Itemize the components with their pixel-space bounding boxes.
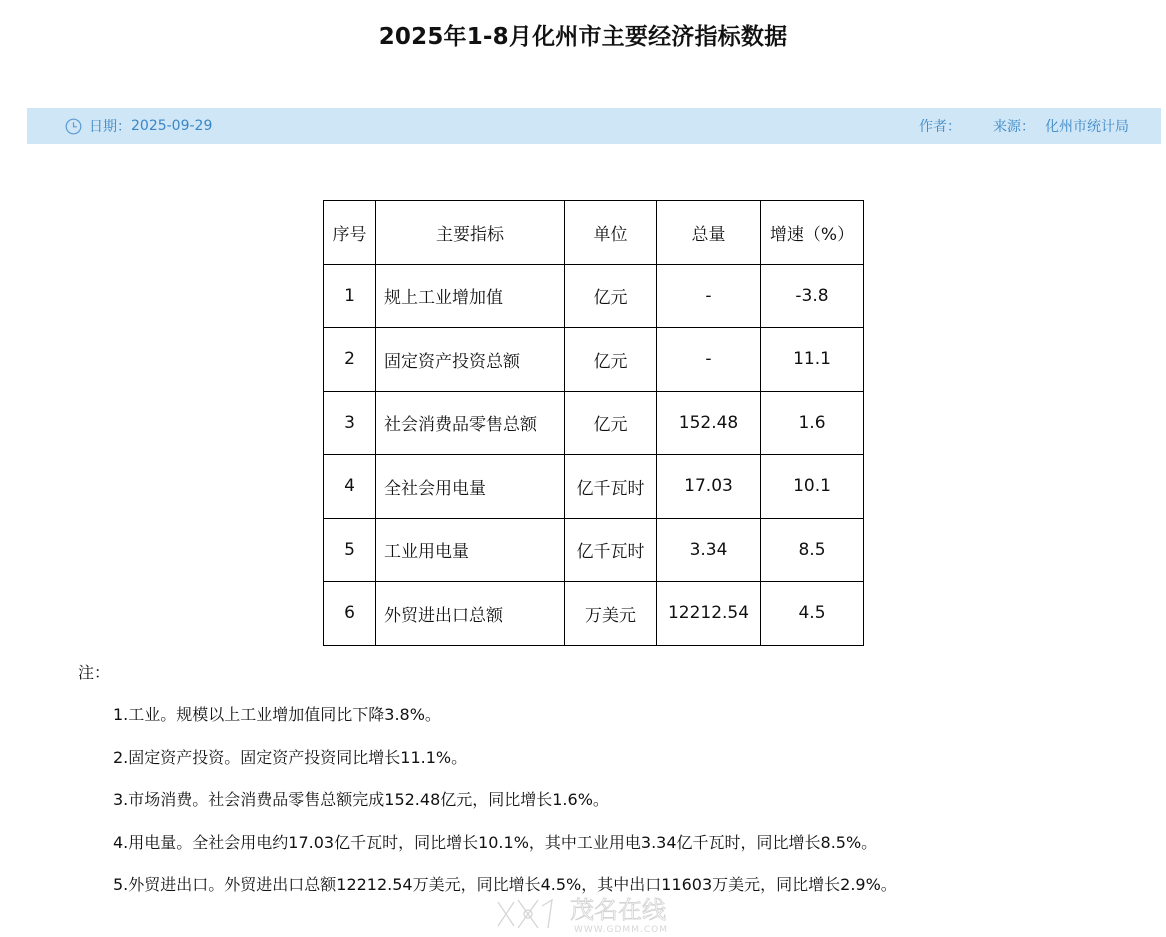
table-cell: 10.1 [761,455,864,519]
header-cell: 增速（%） [761,201,864,265]
table-cell: 1 [324,264,376,328]
table-cell: 亿千瓦时 [565,455,657,519]
date-value: 2025-09-29 [131,118,213,134]
table-cell: 6 [324,582,376,646]
site-watermark-logo [488,892,688,936]
note-line: 4.用电量。全社会用电约17.03亿千瓦时，同比增长10.1%，其中工业用电3.34亿千瓦时，同比增长8.5%。 [113,833,878,852]
note-line: 2.固定资产投资。固定资产投资同比增长11.1%。 [113,748,468,767]
header-cell: 序号 [324,201,376,265]
table-cell: 11.1 [761,328,864,392]
table-cell: 亿元 [565,391,657,455]
clock-icon [65,118,82,135]
author-label: 作者： [919,119,961,135]
table-cell: - [657,264,761,328]
notes-section [78,660,897,894]
source-value: 化州市统计局 [1045,119,1129,135]
meta-source [919,108,1129,144]
table-cell: 亿元 [565,328,657,392]
table-row [324,328,864,392]
note-line: 1.工业。规模以上工业增加值同比下降3.8%。 [113,705,441,724]
indicator-table [323,200,864,646]
table-row [324,391,864,455]
table-cell: 17.03 [657,455,761,519]
table-cell: 4 [324,455,376,519]
table-cell: 外贸进出口总额 [376,582,565,646]
table-row [324,264,864,328]
notes-heading: 注： [78,663,111,682]
note-line: 3.市场消费。社会消费品零售总额完成152.48亿元，同比增长1.6%。 [113,790,609,809]
table-cell: 8.5 [761,518,864,582]
table-row [324,582,864,646]
meta-date [65,108,212,144]
svg-text:WWW.GDMM.COM: WWW.GDMM.COM [574,925,668,935]
source-label: 来源： [993,119,1035,135]
table-cell: 社会消费品零售总额 [376,391,565,455]
table-cell: 152.48 [657,391,761,455]
table-cell: 3 [324,391,376,455]
table-cell: 工业用电量 [376,518,565,582]
note-line: 5.外贸进出口。外贸进出口总额12212.54万美元，同比增长4.5%，其中出口11603万美元，同比增长2.9%。 [113,875,897,894]
header-cell: 单位 [565,201,657,265]
svg-text:茂名在线: 茂名在线 [570,896,666,924]
date-label: 日期： [89,119,131,135]
table-header-row [324,201,864,265]
table-cell: 全社会用电量 [376,455,565,519]
table-cell: 亿千瓦时 [565,518,657,582]
page-title: 2025年1-8月化州市主要经济指标数据 [378,24,788,50]
table-cell: 万美元 [565,582,657,646]
table-row [324,455,864,519]
table-cell: 3.34 [657,518,761,582]
table-cell: 2 [324,328,376,392]
table-cell: 4.5 [761,582,864,646]
table-cell: 12212.54 [657,582,761,646]
table-cell: 亿元 [565,264,657,328]
table-row [324,518,864,582]
header-cell: 总量 [657,201,761,265]
header-cell: 主要指标 [376,201,565,265]
table-cell: 规上工业增加值 [376,264,565,328]
meta-bar [27,108,1161,144]
table-cell: 5 [324,518,376,582]
table-cell: - [657,328,761,392]
table-cell: -3.8 [761,264,864,328]
table-cell: 固定资产投资总额 [376,328,565,392]
table-cell: 1.6 [761,391,864,455]
